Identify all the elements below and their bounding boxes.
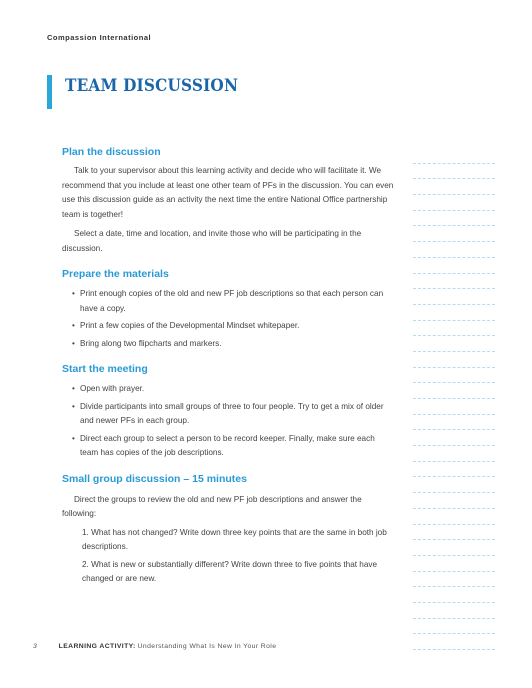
note-line [413, 289, 495, 305]
section-heading-prepare: Prepare the materials [62, 268, 169, 280]
note-line [413, 383, 495, 399]
note-line [413, 164, 495, 180]
paragraph-plan-1: Talk to your supervisor about this learning activity and decide who will facilitate it. We recommend that you include at least one other team of PFs in the discussion. You can even use this discussion guide as an activity the next time the entire National Office partnership team is together! [62, 166, 394, 219]
activity-title: Understanding What Is New In Your Role [137, 643, 277, 650]
note-line [413, 305, 495, 321]
org-name: Compassion International [47, 33, 152, 42]
note-line [413, 509, 495, 525]
footer [33, 643, 276, 650]
section-heading-plan: Plan the discussion [62, 146, 161, 158]
list-item: • Open with prayer. [74, 382, 394, 397]
note-line [413, 368, 495, 384]
list-item: 2. What is new or substantially different? Write down three to five points that have changed or are new. [82, 559, 378, 583]
page-title: TEAM DISCUSSION [65, 76, 239, 96]
note-line [413, 179, 495, 195]
title-accent-bar [47, 75, 52, 109]
note-line [413, 226, 495, 242]
note-line [413, 352, 495, 368]
note-line [413, 195, 495, 211]
note-line [413, 634, 495, 650]
list-item: 1. What has not changed? Write down three key points that are the same in both job descriptions. [82, 527, 387, 551]
note-line [413, 525, 495, 541]
note-line [413, 603, 495, 619]
list-item: • Direct each group to select a person to be record keeper. Finally, make sure each team has copies of the job descriptions. [74, 432, 394, 461]
discussion-questions [74, 526, 394, 587]
note-line [413, 619, 495, 635]
list-item: • Bring along two flipcharts and markers. [74, 337, 394, 352]
note-line [413, 274, 495, 290]
main-content [62, 146, 394, 587]
page-number: 3 [33, 643, 37, 650]
paragraph-small-group: Direct the groups to review the old and new PF job descriptions and answer the following: [62, 494, 362, 518]
note-line [413, 415, 495, 431]
note-line [413, 477, 495, 493]
note-line [413, 493, 495, 509]
note-line [413, 321, 495, 337]
materials-list [74, 287, 394, 351]
section-heading-small-group: Small group discussion – 15 minutes [62, 472, 247, 485]
note-line [413, 211, 495, 227]
note-line [413, 336, 495, 352]
list-item: • Print a few copies of the Developmental Mindset whitepaper. [74, 319, 394, 334]
note-line [413, 587, 495, 603]
list-item: • Divide participants into small groups of three to four people. Try to get a mix of older and newer PFs in each group. [74, 400, 394, 429]
list-item: • Print enough copies of the old and new PF job descriptions so that each person can have a copy. [74, 287, 394, 316]
note-line [413, 446, 495, 462]
note-line [413, 462, 495, 478]
note-line [413, 430, 495, 446]
note-line [413, 242, 495, 258]
note-line [413, 572, 495, 588]
note-line [413, 556, 495, 572]
activity-label: LEARNING ACTIVITY: [58, 643, 136, 650]
section-heading-start: Start the meeting [62, 363, 148, 375]
note-line [413, 540, 495, 556]
note-line [413, 258, 495, 274]
meeting-list [74, 382, 394, 461]
note-line [413, 148, 495, 164]
notes-lines [413, 148, 495, 650]
paragraph-plan-2: Select a date, time and location, and invite those who will be participating in the discussion. [62, 229, 362, 253]
note-line [413, 399, 495, 415]
